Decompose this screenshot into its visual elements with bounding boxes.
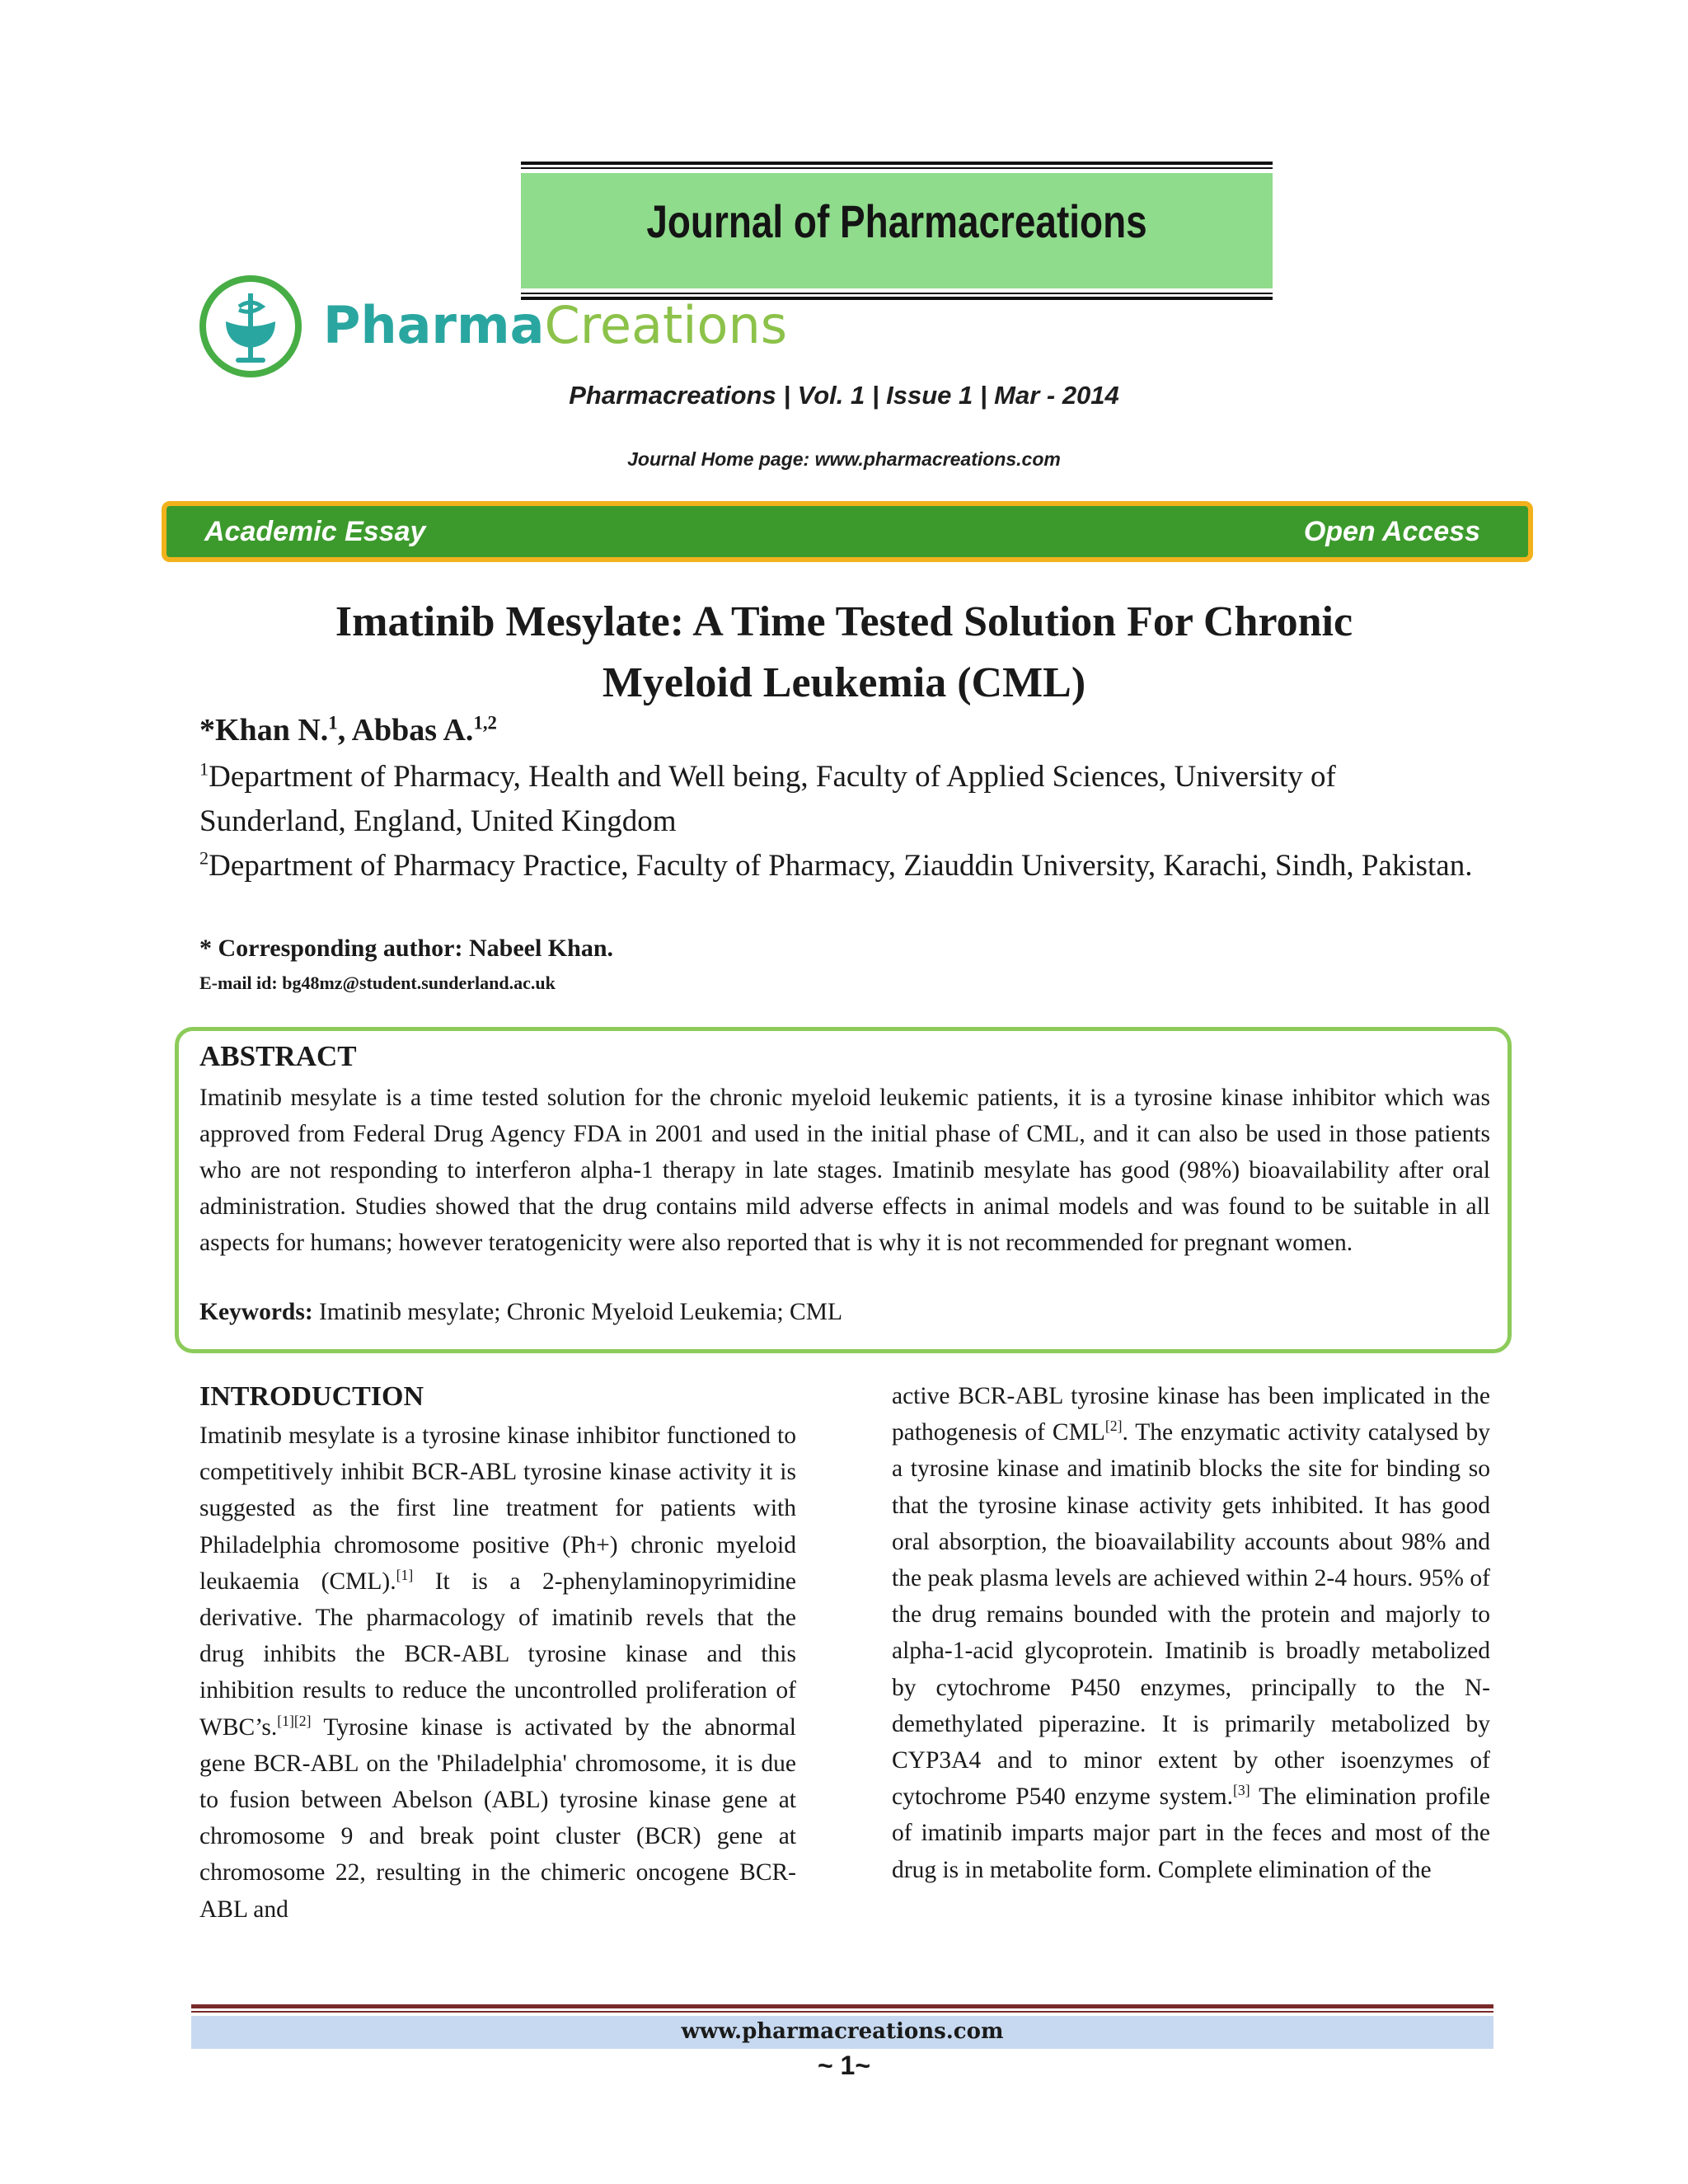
banner-bottom-rule-thin xyxy=(521,293,1273,294)
access-type-label: Open Access xyxy=(1303,516,1480,547)
affiliation-2-text: Department of Pharmacy Practice, Faculty of Pharmacy, Ziauddin University, Karachi, Sindh, Pakistan. xyxy=(209,849,1473,883)
journal-title: Journal of Pharmacreations xyxy=(646,195,1147,247)
paper-title-line-2: Myeloid Leukemia (CML) xyxy=(602,659,1086,706)
keywords-label: Keywords: xyxy=(199,1299,313,1325)
author-1-affiliation: 1 xyxy=(328,712,338,733)
issue-line: Pharmacreations | Vol. 1 | Issue 1 | Mar - 2014 xyxy=(569,381,1119,410)
affiliation-2 xyxy=(199,844,1485,888)
abstract-heading: ABSTRACT xyxy=(199,1040,357,1072)
banner-top-rule-thin xyxy=(521,167,1273,169)
footer-rule-thin xyxy=(191,2011,1493,2013)
article-type-label: Academic Essay xyxy=(204,516,426,547)
author-1: *Khan N. xyxy=(199,713,329,748)
introduction-right-column xyxy=(892,1378,1490,1888)
introduction-heading: INTRODUCTION xyxy=(199,1381,424,1412)
author-2-affiliation: 1,2 xyxy=(473,712,497,733)
journal-home-line: Journal Home page: www.pharmacreations.com xyxy=(627,448,1061,470)
authors xyxy=(199,712,497,748)
intro-text-2: It is a 2-phenylaminopyrimidine derivative. The pharmacology of imatinib revels that the drug inhibits the BCR-ABL tyrosine kinase and this inhibition results to reduce the uncontrolled proliferation of WBC’s. xyxy=(199,1568,796,1741)
intro-text-5: . The enzymatic activity catalysed by a tyrosine kinase and imatinib blocks the site for binding so that the tyrosine kinase activity gets inhibited. It has good oral absorption, the bioavailability accounts about 98% and the peak plasma levels are achieved within 2-4 hours. 95% of the drug remains bounded with the protein and majorly to alpha-1-acid glycoprotein. Imatinib is broadly metabolized by cytochrome P450 enzymes, principally to the N-demethylated piperazine. It is primarily metabolized by CYP3A4 and to minor extent by other isoenzymes of cytochrome P540 enzyme system. xyxy=(892,1419,1490,1811)
banner-top-rule xyxy=(521,162,1273,165)
corresponding-email: E-mail id: bg48mz@student.sunderland.ac.uk xyxy=(199,972,556,993)
corresponding-author: * Corresponding author: Nabeel Khan. xyxy=(199,935,614,962)
pharmacy-logo-icon xyxy=(198,274,303,379)
article-type-bar xyxy=(162,501,1533,562)
citation-1-2: [1][2] xyxy=(277,1712,312,1729)
intro-text-1: Imatinib mesylate is a tyrosine kinase inhibitor functioned to competitively inhibit BCR-ABL tyrosine kinase activity it is suggested as the first line treatment for patients with Philadelphia chromosome positive (Ph+) chronic myeloid leukaemia (CML). xyxy=(199,1422,796,1595)
intro-text-3: Tyrosine kinase is activated by the abnormal gene BCR-ABL on the 'Philadelphia' chromosome, it is due to fusion between Abelson (ABL) tyrosine kinase gene at chromosome 9 and break point cluster (BCR) gene at chromosome 22, resulting in the chimeric oncogene BCR-ABL and xyxy=(199,1713,796,1923)
paper-title-line-1: Imatinib Mesylate: A Time Tested Solution For Chronic xyxy=(335,598,1353,645)
affiliation-1 xyxy=(199,755,1485,844)
footer-rule xyxy=(191,2004,1493,2008)
page-number: ~ 1~ xyxy=(817,2050,871,2080)
keywords xyxy=(199,1299,842,1326)
footer-url[interactable]: www.pharmacreations.com xyxy=(681,2019,1004,2044)
introduction-left-column xyxy=(199,1418,796,1928)
citation-2: [2] xyxy=(1104,1418,1123,1435)
affiliation-1-marker: 1 xyxy=(199,758,209,780)
author-2: , Abbas A. xyxy=(337,713,474,748)
intro-text-4: active BCR-ABL tyrosine kinase has been implicated in the pathogenesis of CML xyxy=(892,1383,1490,1446)
affiliation-2-marker: 2 xyxy=(199,847,209,869)
journal-banner xyxy=(521,162,1273,300)
logo-text-pharma: Pharma xyxy=(323,295,545,355)
citation-1: [1] xyxy=(396,1566,414,1583)
affiliation-1-text: Department of Pharmacy, Health and Well being, Faculty of Applied Sciences, University of Sunderland, England, United Kingdom xyxy=(199,760,1336,838)
logo-wordmark xyxy=(323,295,787,355)
intro-text-6: The elimination profile of imatinib imparts major part in the feces and most of the drug is in metabolite form. Complete elimination of the xyxy=(892,1783,1490,1883)
abstract-text: Imatinib mesylate is a time tested solution for the chronic myeloid leukemic patients, it is a tyrosine kinase inhibitor which was approved from Federal Drug Agency FDA in 2001 and used in the initial phase of CML, and it can also be used in those patients who are not responding to interferon alpha-1 therapy in late stages. Imatinib mesylate has good (98%) bioavailability after oral administration. Studies showed that the drug contains mild adverse effects in animal models and was found to be suitable in all aspects for humans; however teratogenicity were also reported that is why it is not recommended for pregnant women. xyxy=(199,1085,1490,1256)
paper-title xyxy=(165,592,1523,714)
keywords-text: Imatinib mesylate; Chronic Myeloid Leukemia; CML xyxy=(312,1299,842,1325)
logo-text-creations: Creations xyxy=(544,295,788,355)
citation-3: [3] xyxy=(1233,1782,1250,1799)
